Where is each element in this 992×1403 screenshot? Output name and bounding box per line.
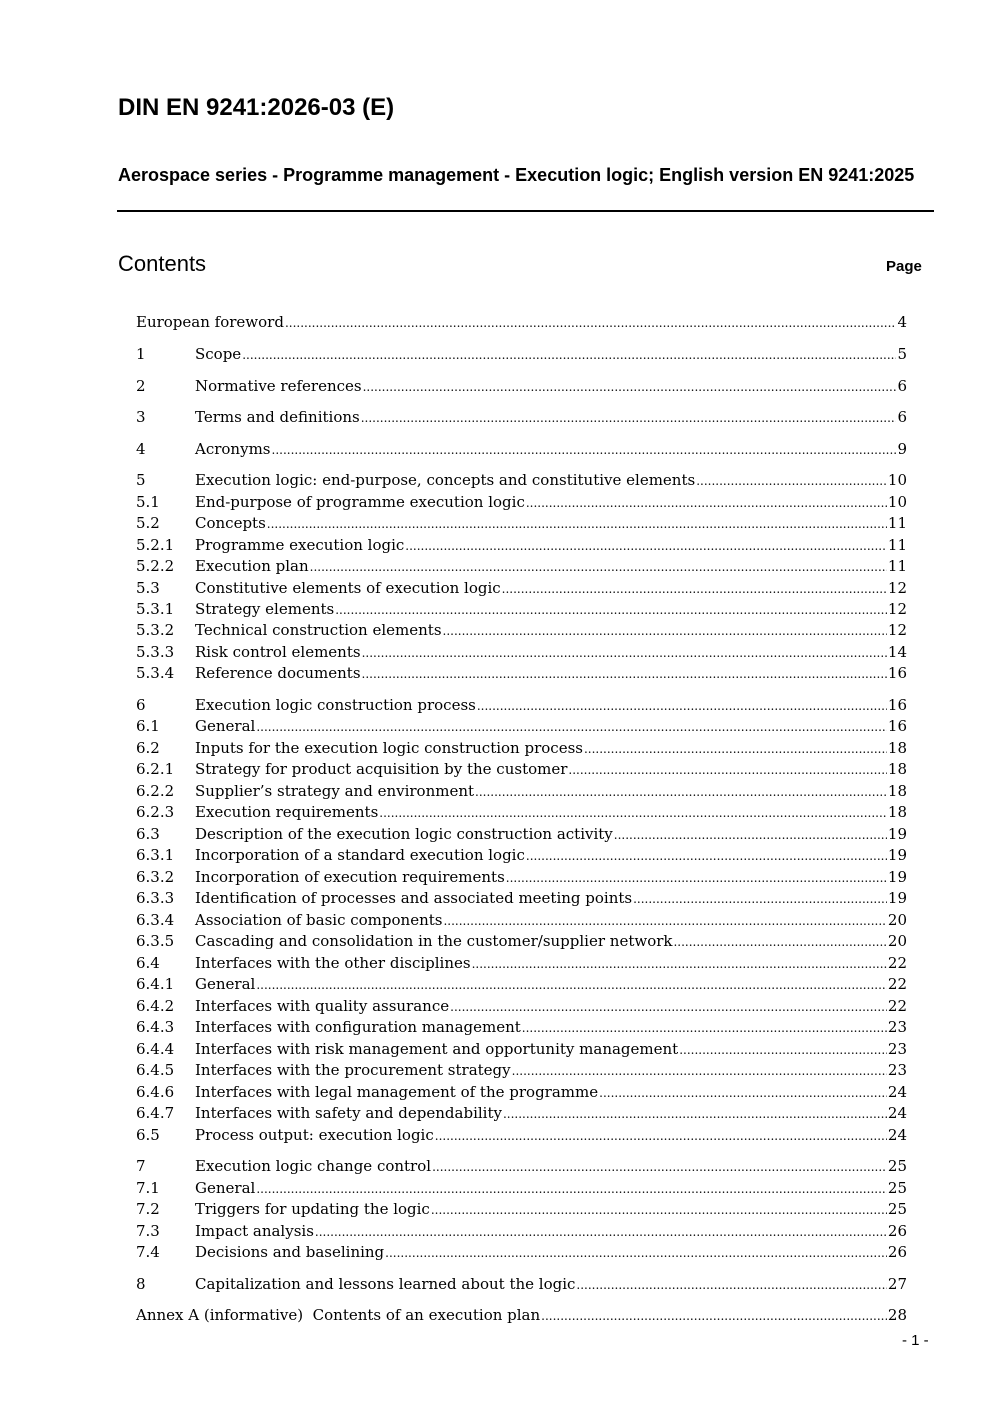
dot-leader [385,1243,887,1264]
toc-entry-number: 5 [136,471,146,489]
toc-entry[interactable] [136,663,907,684]
toc-entry-number: 5.3 [136,579,160,597]
toc-entry-number: 6.1 [136,717,160,735]
toc-entry[interactable] [136,845,907,866]
toc-entry-page: 16 [887,717,907,735]
toc-entry-page: 16 [887,664,907,682]
toc-entry[interactable] [136,376,907,397]
toc-entry-title: Incorporation of a standard execution logic [195,846,525,864]
toc-entry-number: 6 [136,696,146,714]
dot-leader [526,846,887,867]
dot-leader [405,536,887,557]
dot-leader [503,1104,887,1125]
toc-entry-title: Reference documents [195,664,361,682]
toc-entry-page: 23 [887,1061,907,1079]
toc-entry[interactable] [136,1017,907,1038]
toc-entry[interactable] [136,1305,907,1326]
toc-entry-title: Description of the execution logic construction activity [195,825,613,843]
dot-leader [576,1275,887,1296]
toc-entry-number: 7.2 [136,1200,160,1218]
toc-entry-page: 19 [887,846,907,864]
toc-entry-title: Execution logic construction process [195,696,476,714]
dot-leader [315,1222,887,1243]
toc-entry-title: Annex A (informative) Contents of an execution plan [136,1306,541,1324]
toc-entry-page: 6 [897,408,907,426]
toc-entry-number: 6.4.1 [136,975,175,993]
toc-entry-page: 23 [887,1018,907,1036]
toc-entry[interactable] [136,1199,907,1220]
toc-entry-title: Strategy elements [195,600,335,618]
dot-leader [362,664,887,685]
toc-entry-title: Execution plan [195,557,309,575]
toc-entry-page: 18 [887,803,907,821]
dot-leader [335,600,887,621]
page-number: - 1 - [902,1332,929,1349]
toc-entry[interactable] [136,1156,907,1177]
dot-leader [512,1061,887,1082]
toc-entry[interactable] [136,642,907,663]
dot-leader [285,313,897,334]
toc-entry-number: 6.2.3 [136,803,175,821]
toc-entry-page: 6 [897,377,907,395]
toc-entry-number: 6.3 [136,825,160,843]
toc-entry-title: Strategy for product acquisition by the customer [195,760,568,778]
toc-entry[interactable] [136,513,907,534]
toc-entry-title: Capitalization and lessons learned about the logic [195,1275,576,1293]
dot-leader [541,1306,887,1327]
toc-entry-page: 18 [887,739,907,757]
toc-entry-page: 22 [887,954,907,972]
dot-leader [256,975,887,996]
dot-leader [443,911,886,932]
toc-entry-page: 10 [887,471,907,489]
toc-entry-number: 5.1 [136,493,160,511]
toc-entry-page: 19 [887,868,907,886]
dot-leader [472,954,887,975]
toc-entry-number: 6.3.1 [136,846,175,864]
toc-entry-page: 26 [887,1243,907,1261]
dot-leader [256,1179,887,1200]
toc-entry-page: 11 [887,536,907,554]
toc-entry-title: Execution requirements [195,803,379,821]
toc-entry-title: Inputs for the execution logic construction process [195,739,583,757]
toc-entry-title: End-purpose of programme execution logic [195,493,525,511]
dot-leader [363,377,897,398]
toc-entry[interactable] [136,1039,907,1060]
toc-entry[interactable] [136,578,907,599]
toc-entry-number: 7.4 [136,1243,160,1261]
toc-entry-number: 2 [136,377,146,395]
toc-entry-title: Cascading and consolidation in the customer/supplier network [195,932,673,950]
toc-entry-title: General [195,1179,256,1197]
toc-entry-title: Interfaces with the other disciplines [195,954,471,972]
dot-leader [310,557,887,578]
toc-entry-title: Programme execution logic [195,536,405,554]
toc-entry[interactable] [136,1178,907,1199]
dot-leader [526,493,887,514]
toc-entry-title: Incorporation of execution requirements [195,868,505,886]
toc-entry-number: 6.4.5 [136,1061,175,1079]
toc-entry-number: 6.4.7 [136,1104,175,1122]
dot-leader [379,803,887,824]
dot-leader [696,471,887,492]
toc-entry-title: Concepts [195,514,266,532]
toc-entry[interactable] [136,931,907,952]
toc-entry-title: Association of basic components [195,911,443,929]
toc-entry[interactable] [136,888,907,909]
toc-entry-page: 24 [887,1083,907,1101]
toc-entry-page: 25 [887,1179,907,1197]
toc-entry-number: 6.4.4 [136,1040,175,1058]
toc-entry-title: Technical construction elements [195,621,442,639]
toc-entry-page: 11 [887,557,907,575]
dot-leader [362,643,887,664]
toc-entry[interactable] [136,867,907,888]
toc-entry-title: Triggers for updating the logic [195,1200,430,1218]
toc-entry-number: 6.3.5 [136,932,175,950]
document-subtitle: Aerospace series - Programme management - Execution logic; English version EN 9241:2025 [118,165,915,185]
toc-entry-page: 12 [887,621,907,639]
toc-entry[interactable] [136,344,907,365]
toc-entry-title: Risk control elements [195,643,361,661]
toc-entry-title: Constitutive elements of execution logic [195,579,501,597]
toc-entry-number: 5.3.1 [136,600,175,618]
toc-entry-number: 5.3.4 [136,664,175,682]
toc-entry-number: 7 [136,1157,146,1175]
dot-leader [272,440,897,461]
toc-entry-number: 6.2.1 [136,760,175,778]
toc-entry-page: 18 [887,782,907,800]
dot-leader [614,825,887,846]
toc-entry-number: 6.4.2 [136,997,175,1015]
toc-entry-title: European foreword [136,313,284,331]
toc-entry[interactable] [136,439,907,460]
toc-entry[interactable] [136,1060,907,1081]
toc-entry[interactable] [136,470,907,491]
toc-entry-number: 5.3.3 [136,643,175,661]
dot-leader [256,717,887,738]
dot-leader [633,889,887,910]
toc-entry[interactable] [136,1103,907,1124]
dot-leader [267,514,887,535]
toc-entry-page: 20 [887,932,907,950]
toc-entry-page: 19 [887,825,907,843]
toc-entry-page: 22 [887,997,907,1015]
toc-entry-page: 10 [887,493,907,511]
toc-entry[interactable] [136,695,907,716]
toc-entry-page: 19 [887,889,907,907]
toc-entry-page: 26 [887,1222,907,1240]
toc-entry[interactable] [136,824,907,845]
toc-entry[interactable] [136,1221,907,1242]
toc-entry-title: Normative references [195,377,362,395]
toc-entry-page: 16 [887,696,907,714]
toc-entry[interactable] [136,953,907,974]
dot-leader [477,696,887,717]
toc-entry-number: 7.3 [136,1222,160,1240]
toc-entry-title: Process output: execution logic [195,1126,434,1144]
dot-leader [568,760,887,781]
toc-entry[interactable] [136,556,907,577]
toc-entry-title: Identification of processes and associated meeting points [195,889,633,907]
toc-entry-page: 23 [887,1040,907,1058]
toc-entry[interactable] [136,759,907,780]
toc-entry-number: 5.2.1 [136,536,175,554]
toc-entry-page: 25 [887,1157,907,1175]
dot-leader [450,997,887,1018]
dot-leader [599,1083,887,1104]
toc-entry[interactable] [136,716,907,737]
toc-entry-number: 6.2 [136,739,160,757]
dot-leader [435,1126,887,1147]
toc-entry[interactable] [136,996,907,1017]
toc-entry-page: 12 [887,579,907,597]
toc-entry[interactable] [136,535,907,556]
dot-leader [432,1157,887,1178]
dot-leader [431,1200,887,1221]
toc-entry-page: 4 [897,313,907,331]
toc-entry[interactable] [136,599,907,620]
dot-leader [584,739,887,760]
toc-entry-page: 14 [887,643,907,661]
toc-entry-title: General [195,717,256,735]
toc-entry-page: 11 [887,514,907,532]
toc-entry-title: Supplier’s strategy and environment [195,782,475,800]
toc-entry-number: 6.4.3 [136,1018,175,1036]
toc-entry-number: 3 [136,408,146,426]
dot-leader [506,868,887,889]
toc-entry-number: 5.2 [136,514,160,532]
toc-entry-title: Interfaces with quality assurance [195,997,450,1015]
contents-heading: Contents [118,251,207,276]
toc-entry-title: General [195,975,256,993]
toc-entry-page: 12 [887,600,907,618]
dot-leader [361,408,897,429]
toc-entry[interactable] [136,910,907,931]
toc-entry-title: Interfaces with legal management of the programme [195,1083,599,1101]
toc-entry-number: 5.2.2 [136,557,175,575]
toc-entry-page: 24 [887,1104,907,1122]
toc-entry-number: 6.3.4 [136,911,175,929]
toc-entry-number: 6.4.6 [136,1083,175,1101]
toc-entry[interactable] [136,1082,907,1103]
toc-entry-page: 18 [887,760,907,778]
toc-entry[interactable] [136,492,907,513]
dot-leader [475,782,887,803]
toc-entry-number: 5.3.2 [136,621,175,639]
toc-entry[interactable] [136,802,907,823]
toc-entry[interactable] [136,312,907,333]
toc-entry-page: 27 [887,1275,907,1293]
toc-entry[interactable] [136,407,907,428]
toc-entry[interactable] [136,620,907,641]
dot-leader [673,932,886,953]
toc-entry-page: 22 [887,975,907,993]
toc-entry-number: 6.5 [136,1126,160,1144]
toc-entry-number: 6.4 [136,954,160,972]
toc-entry-number: 4 [136,440,146,458]
toc-entry-title: Execution logic: end-purpose, concepts and constitutive elements [195,471,696,489]
toc-entry-page: 5 [897,345,907,363]
toc-entry-title: Decisions and baselining [195,1243,385,1261]
toc-entry-title: Execution logic change control [195,1157,432,1175]
toc-entry[interactable] [136,1242,907,1263]
dot-leader [502,579,887,600]
toc-entry-title: Interfaces with configuration management [195,1018,521,1036]
toc-entry-page: 28 [887,1306,907,1324]
page-column-label: Page [886,258,922,275]
dot-leader [443,621,887,642]
toc-entry[interactable] [136,1125,907,1146]
toc-entry-title: Terms and definitions [195,408,360,426]
toc-entry-number: 6.3.2 [136,868,175,886]
toc-entry-number: 8 [136,1275,146,1293]
toc-entry[interactable] [136,738,907,759]
header-divider [117,210,934,212]
toc-entry-title: Interfaces with risk management and opportunity management [195,1040,679,1058]
toc-entry-page: 24 [887,1126,907,1144]
toc-entry-number: 6.2.2 [136,782,175,800]
toc-entry-page: 25 [887,1200,907,1218]
toc-entry[interactable] [136,1274,907,1295]
toc-entry[interactable] [136,974,907,995]
dot-leader [242,345,896,366]
toc-entry-title: Interfaces with safety and dependability [195,1104,502,1122]
dot-leader [679,1040,887,1061]
toc-entry-title: Scope [195,345,242,363]
toc-entry-number: 6.3.3 [136,889,175,907]
toc-entry-page: 20 [887,911,907,929]
toc-entry-title: Impact analysis [195,1222,314,1240]
toc-entry-number: 1 [136,345,146,363]
toc-entry-page: 9 [897,440,907,458]
dot-leader [522,1018,887,1039]
toc-entry-number: 7.1 [136,1179,160,1197]
document-title: DIN EN 9241:2026-03 (E) [118,94,395,121]
toc-entry[interactable] [136,781,907,802]
toc-entry-title: Interfaces with the procurement strategy [195,1061,511,1079]
toc-entry-title: Acronyms [195,440,271,458]
